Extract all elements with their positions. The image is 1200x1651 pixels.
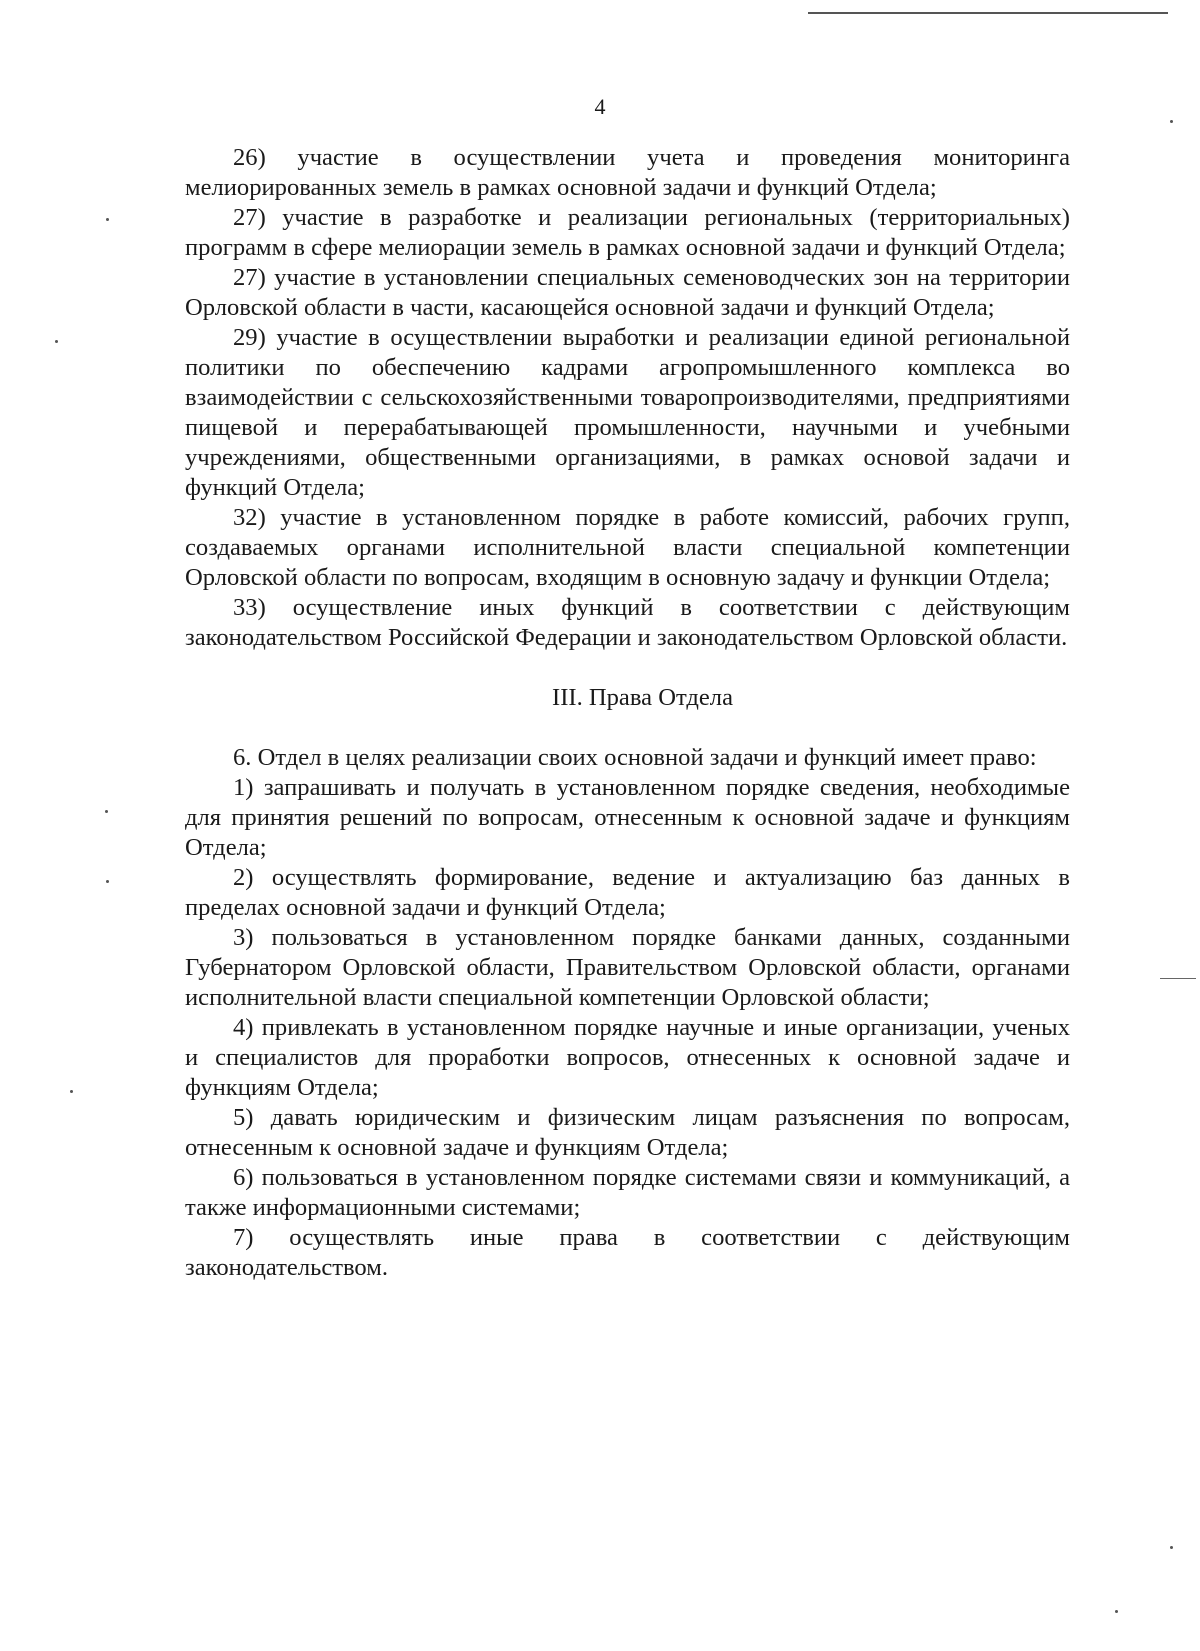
scan-speck [1170, 120, 1173, 123]
scan-speck [70, 1090, 73, 1093]
list-item: 7) осуществлять иные права в соответствии с действующим законодательством. [185, 1224, 1070, 1281]
list-item: 32) участие в установленном порядке в работе комиссий, рабочих групп, создаваемых органами исполнительной власти специальной компетенции Орловской области по вопросам, входящим в основную задачу и функции Отдела; [185, 504, 1070, 591]
list-item: 27) участие в разработке и реализации региональных (территориальных) программ в сфере мелиорации земель в рамках основной задачи и функций Отдела; [185, 204, 1070, 261]
scan-speck [106, 218, 109, 221]
list-item: 2) осуществлять формирование, ведение и актуализацию баз данных в пределах основной задачи и функций Отдела; [185, 864, 1070, 921]
scan-speck [55, 340, 58, 343]
page-number: 4 [594, 94, 606, 119]
scan-speck [105, 810, 108, 813]
scan-line-right [1160, 978, 1196, 979]
scan-line-top [808, 12, 1168, 14]
scan-speck [1170, 1546, 1173, 1549]
list-item: 29) участие в осуществлении выработки и реализации единой региональной политики по обеспечению кадрами агропромышленного комплекса во взаимодействии с сельскохозяйственными товаропроизводителями, предприятиями пищевой и перерабатывающей промышленности, научными и учебными учреждениями, общественными организациями, в рамках основой задачи и функций Отдела; [185, 324, 1070, 501]
list-item: 33) осуществление иных функций в соответствии с действующим законодательством Российской Федерации и законодательством Орловской области. [185, 594, 1070, 651]
list-item: 1) запрашивать и получать в установленном порядке сведения, необходимые для принятия решений по вопросам, отнесенным к основной задаче и функциям Отдела; [185, 774, 1070, 861]
list-item: 4) привлекать в установленном порядке научные и иные организации, ученых и специалистов для проработки вопросов, отнесенных к основной задаче и функциям Отдела; [185, 1014, 1070, 1101]
scan-speck [1115, 1610, 1118, 1613]
scan-speck [106, 880, 109, 883]
list-item: 6) пользоваться в установленном порядке системами связи и коммуникаций, а также информационными системами; [185, 1164, 1070, 1221]
document-body [185, 143, 1070, 1283]
list-item: 27) участие в установлении специальных семеноводческих зон на территории Орловской области в части, касающейся основной задачи и функций Отдела; [185, 264, 1070, 321]
list-item: 26) участие в осуществлении учета и проведения мониторинга мелиорированных земель в рамках основной задачи и функций Отдела; [185, 144, 1070, 201]
list-item: 5) давать юридическим и физическим лицам разъяснения по вопросам, отнесенным к основной задаче и функциям Отдела; [185, 1104, 1070, 1161]
list-item: 3) пользоваться в установленном порядке банками данных, созданными Губернатором Орловской области, Правительством Орловской области, органами исполнительной власти специальной компетенции Орловской области; [185, 924, 1070, 1011]
section-heading: III. Права Отдела [552, 684, 733, 711]
list-item: 6. Отдел в целях реализации своих основной задачи и функций имеет право: [233, 744, 1037, 771]
